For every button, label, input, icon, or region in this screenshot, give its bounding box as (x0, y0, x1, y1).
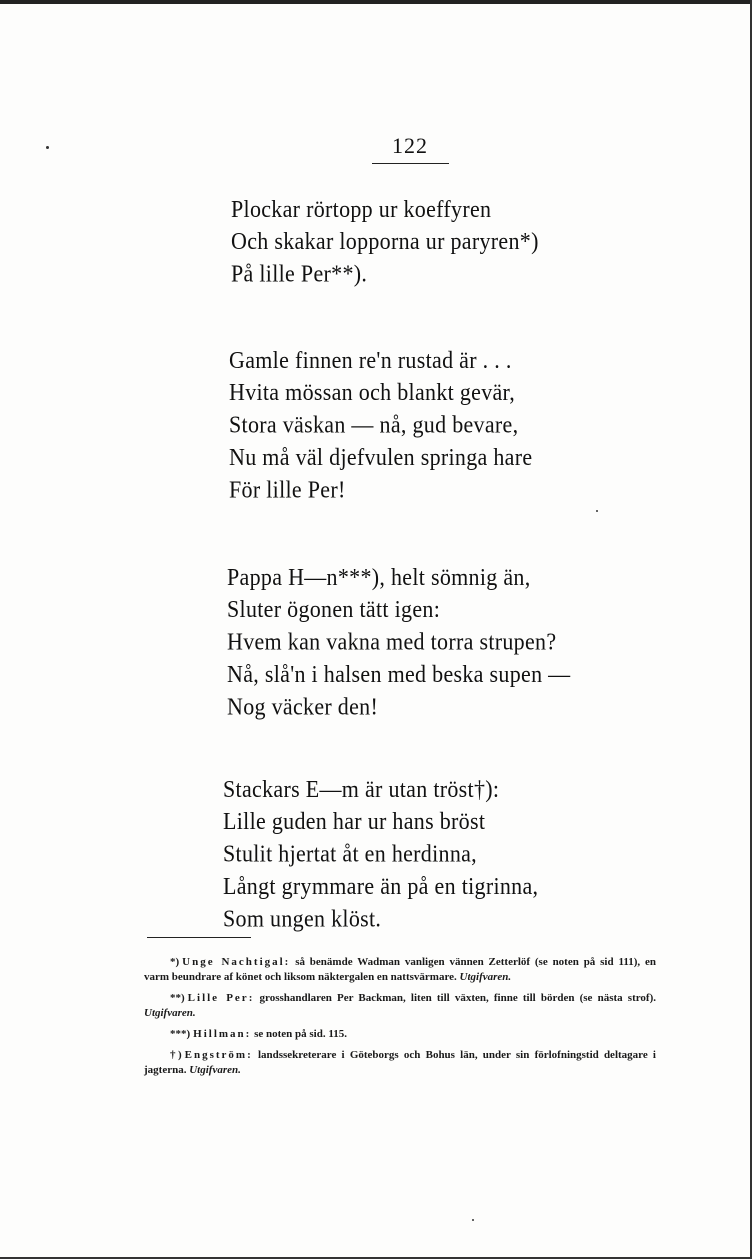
verse-line: Hvem kan vakna med torra strupen? (227, 627, 557, 655)
footnote-editor: Utgifvaren. (459, 971, 512, 983)
speck (596, 510, 598, 512)
footnote-mark: **) (170, 992, 185, 1004)
footnote-rule (147, 937, 251, 938)
verse-line: Långt grymmare än på en tigrinna, (223, 872, 539, 900)
verse-line: Stora väskan — nå, gud bevare, (229, 410, 519, 438)
verse-line: På lille Per**). (231, 259, 368, 287)
verse-line: Som ungen klöst. (223, 904, 382, 932)
verse-line: Hvita mössan och blankt gevär, (229, 378, 516, 406)
footnotes (144, 955, 656, 1084)
verse-line: Stulit hjertat åt en herdinna, (223, 839, 477, 867)
stanza-1 (231, 193, 539, 290)
footnote-mark: *) (170, 956, 180, 968)
verse-line: Pappa H—n***), helt sömnig än, (227, 563, 531, 591)
footnote-text: se noten på sid. 115. (251, 1028, 348, 1040)
footnote-name: Hillman: (193, 1028, 252, 1040)
speck (472, 1219, 474, 1221)
footnote-text: så benämde Wadman vanligen vännen Zetterlöf (se noten på sid 111), en varm beundrare af könet och liksom näktergalen en nattsvärmare. (144, 956, 656, 983)
verse-line: Stackars E—m är utan tröst†): (223, 775, 500, 803)
verse-line: Och skakar lopporna ur paryren*) (231, 227, 539, 255)
verse-line: Nog väcker den! (227, 692, 379, 720)
footnote-editor: Utgifvaren. (189, 1064, 241, 1076)
footnote-editor: Utgifvaren. (144, 1007, 196, 1019)
page-number: 122 (392, 133, 428, 158)
footnote (144, 1027, 656, 1042)
footnote (144, 991, 656, 1021)
stanza-2 (229, 344, 532, 506)
page-top-edge (0, 0, 752, 4)
verse-line: Sluter ögonen tätt igen: (227, 595, 441, 623)
verse-line: För lille Per! (229, 475, 346, 503)
verse-line: Plockar rörtopp ur koeffyren (231, 195, 492, 223)
footnote-text: landssekreterare i Göteborgs och Bohus län, under sin förlofningstid deltagare i jagterna. (144, 1049, 656, 1076)
footnote-text: grosshandlaren Per Backman, liten till växten, finne till börden (se nästa strof). (254, 992, 656, 1004)
verse-line: Gamle finnen re'n rustad är . . . (229, 346, 512, 374)
footnote-mark: ***) (170, 1028, 191, 1040)
page-number-rule (372, 163, 449, 164)
footnote-name: Engström: (184, 1049, 253, 1061)
verse-line: Nu må väl djefvulen springa hare (229, 443, 533, 471)
footnote (144, 955, 656, 985)
speck (46, 146, 49, 149)
footnote-mark: †) (170, 1049, 182, 1061)
verse-line: Nå, slå'n i halsen med beska supen — (227, 660, 571, 688)
verse-line: Lille guden har ur hans bröst (223, 807, 486, 835)
footnote-name: Lille Per: (187, 992, 255, 1004)
footnote (144, 1048, 656, 1078)
stanza-3 (227, 561, 570, 723)
footnote-name: Unge Nachtigal: (182, 956, 291, 968)
stanza-4 (223, 773, 538, 935)
